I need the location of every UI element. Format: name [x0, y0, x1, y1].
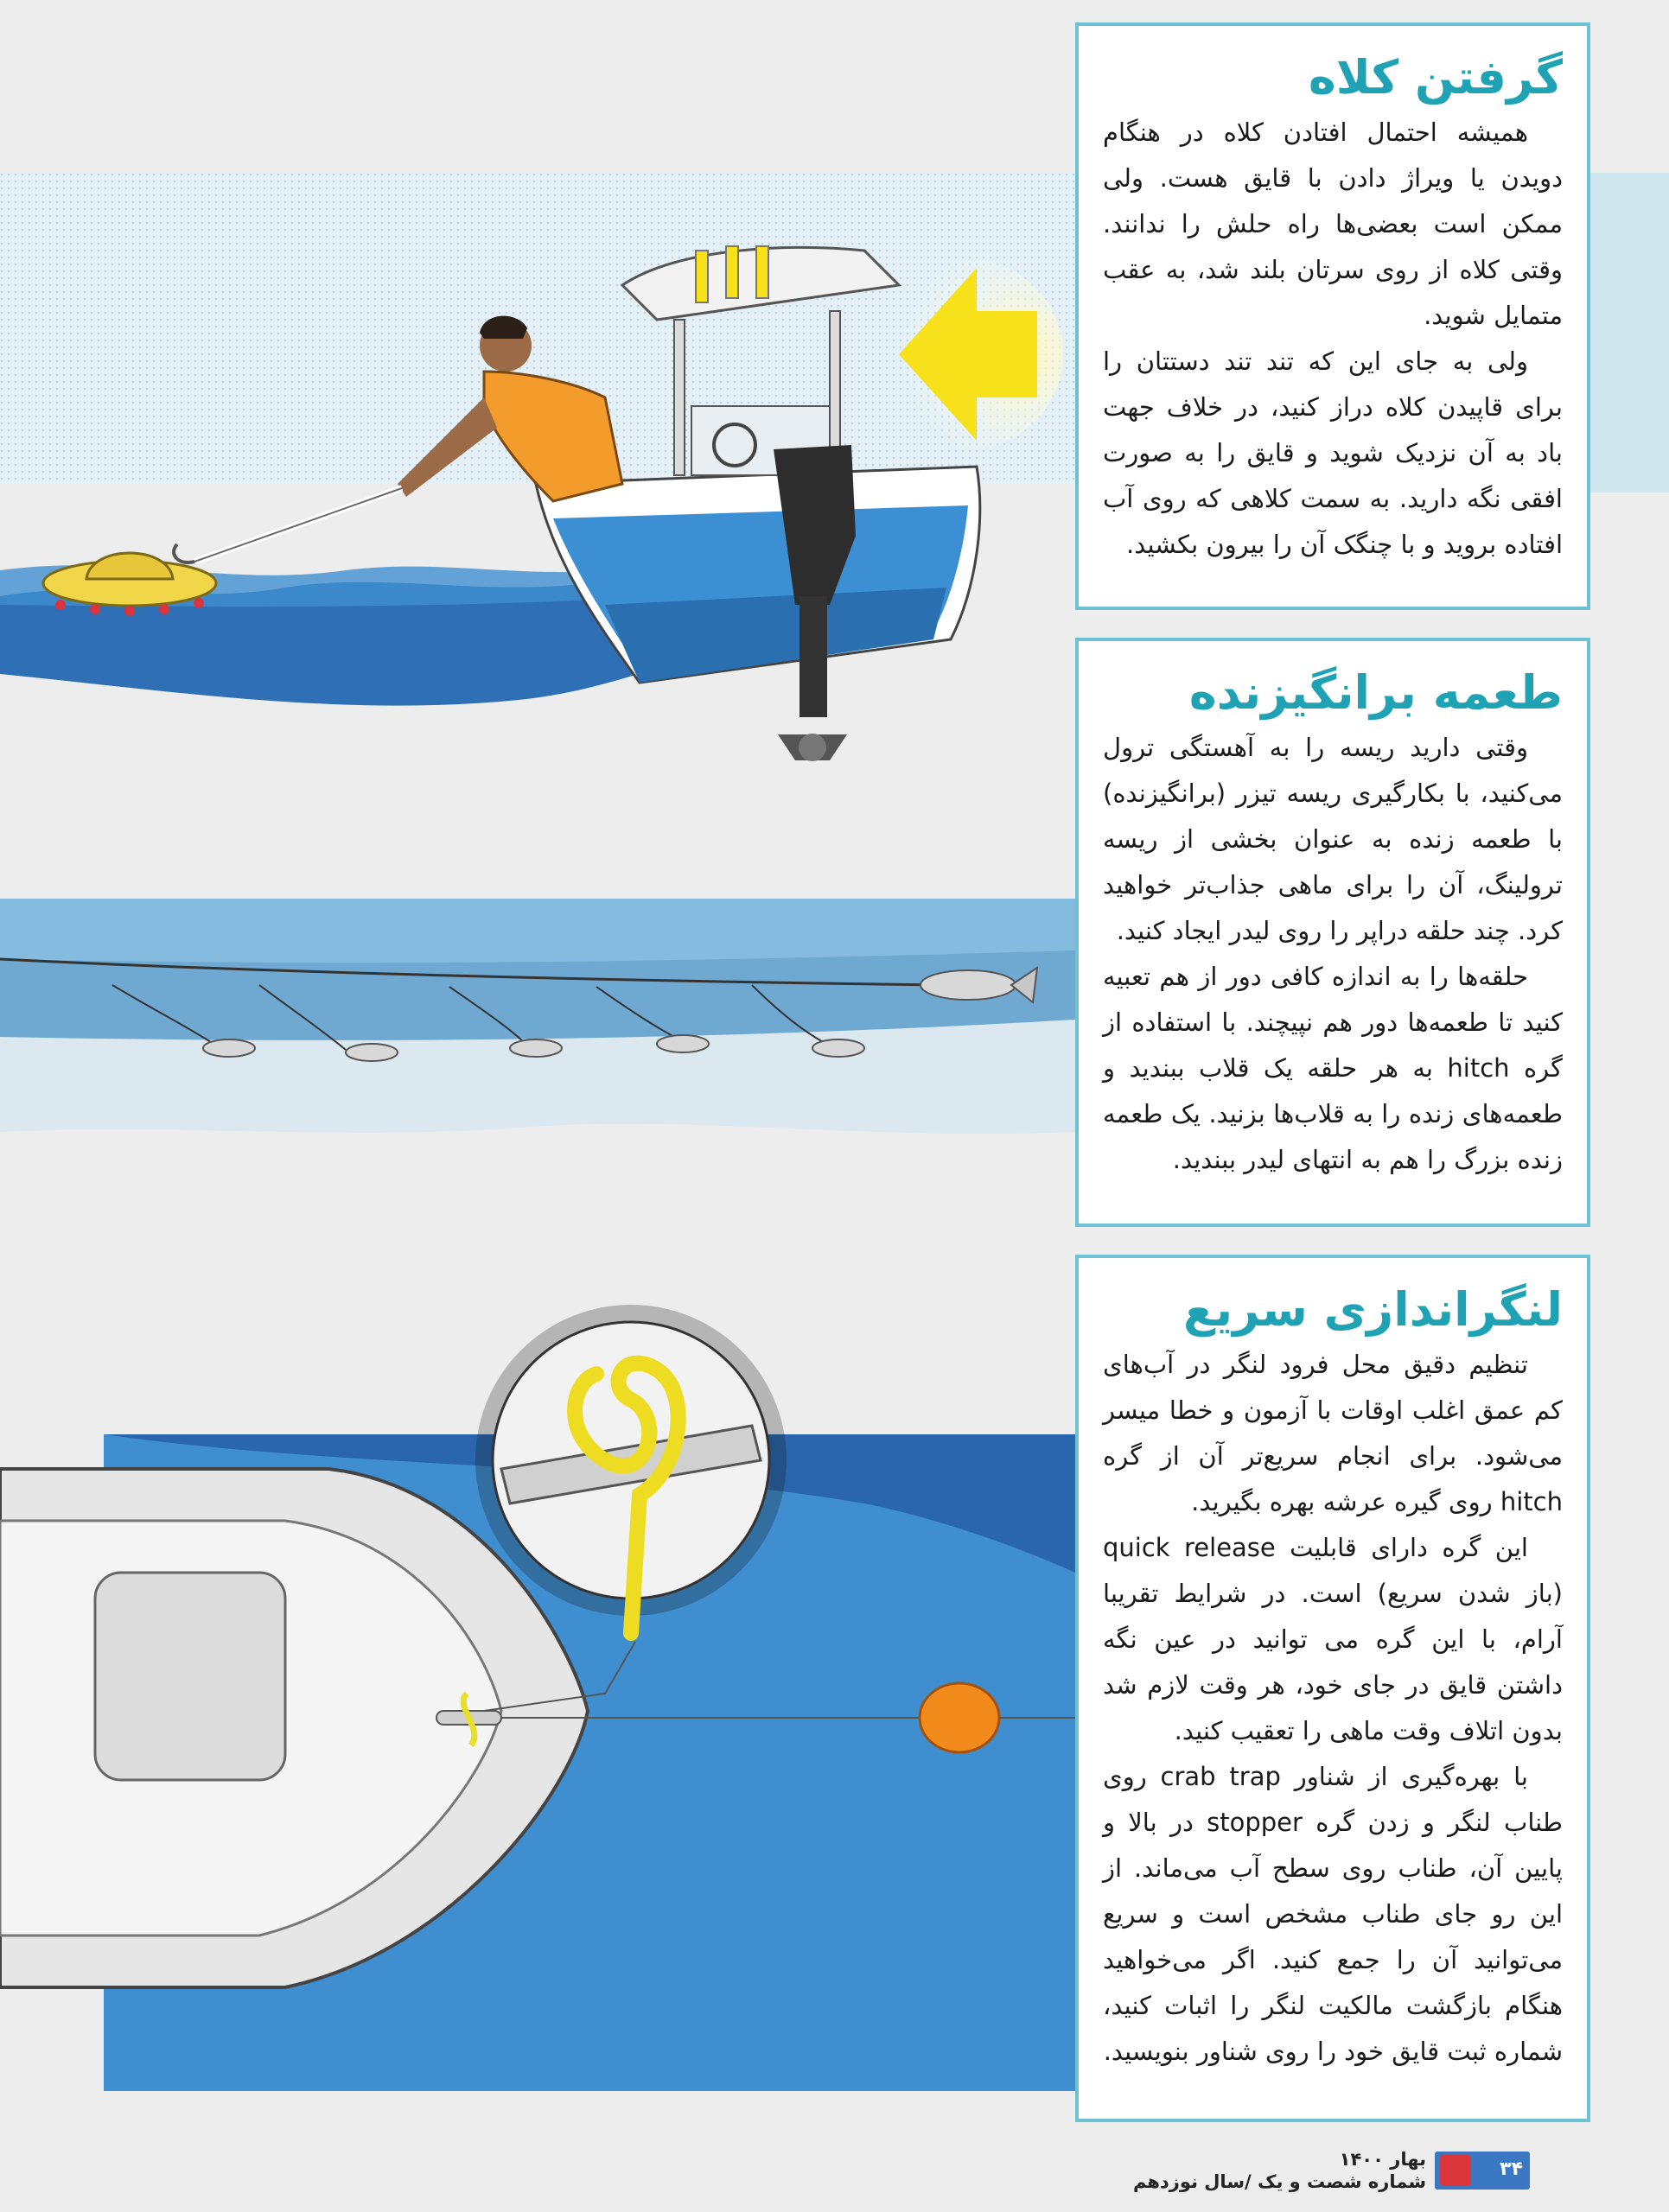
teaser-scene: [0, 899, 1075, 1134]
paragraph: وقتی دارید ریسه را به آهستگی ترول می‌کنید، با بکارگیری ریسه تیزر (برانگیزنده) با طعمه زنده به عنوان بخشی از ریسه ترولینگ، آن را برای ماهی جذاب‌تر خواهید کرد. چند حلقه دراپر را روی لیدر ایجاد کنید.: [1103, 733, 1563, 946]
paragraph: این گره دارای قابلیت quick release (باز شدن سریع) است. در شرایط تقریبا آرام، با این گره می توانید در عین نگه داشتن قایق در جای خود، هر وقت لازم شد بدون اتلاف وقت ماهی را تعقیب کنید.: [1103, 1533, 1563, 1746]
paragraph: حلقه‌ها را به اندازه کافی دور از هم تعبیه کنید تا طعمه‌ها دور هم نپیچند. با استفاده از گره hitch به هر حلقه یک قلاب ببندید و طعمه‌های زنده را به قلاب‌ها بزنید. یک طعمه زنده بزرگ را هم به انتهای لیدر ببندید.: [1103, 962, 1563, 1175]
paragraph: همیشه احتمال افتادن کلاه در هنگام دویدن یا ویراژ دادن با قایق هست. ولی ممکن است بعضی‌ها راه حلش را ندانند. وقتی کلاه از روی سرتان بلند شد، به عقب متمایل شوید.: [1103, 118, 1563, 331]
anchor-scene: [0, 1305, 1075, 2091]
section-title: طعمه برانگیزنده: [1188, 665, 1563, 720]
section-title: لنگراندازی سریع: [1182, 1282, 1563, 1337]
magazine-logo-icon: [1440, 2155, 1471, 2186]
section-title: گرفتن کلاه: [1308, 50, 1563, 105]
issue-season: بهار ۱۴۰۰: [1339, 2149, 1426, 2170]
page-footer: [1098, 2148, 1530, 2200]
section-hat: [1075, 22, 1590, 610]
paragraph: ولی به جای این که تند تند دستتان را برای قاپیدن کلاه دراز کنید، در خلاف جهت باد به آن نزدیک شوید و قایق را به صورت افقی نگه دارید. به سمت کلاهی که روی آب افتاده بروید و با چنگک آن را بیرون بکشید.: [1103, 346, 1563, 560]
issue-number: شماره شصت و یک /سال نوزدهم: [1132, 2171, 1426, 2192]
section-teaser: [1075, 638, 1590, 1227]
page-badge: [1435, 2152, 1530, 2190]
paragraph: تنظیم دقیق محل فرود لنگر در آب‌های کم عمق اغلب اوقات با آزمون و خطا میسر می‌شود. برای انجام سریع‌تر آن از گره hitch روی گیره عرشه بهره بگیرید.: [1103, 1350, 1563, 1517]
page-number: ۳۴: [1500, 2158, 1523, 2180]
paragraph: با بهره‌گیری از شناور crab trap روی طناب لنگر و زدن گره stopper در بالا و پایین آن، طناب روی سطح آب می‌ماند. از این رو جای طناب مشخص است و سریع می‌توانید آن را جمع کنید. اگر می‌خواهید هنگام بازگشت مالکیت لنگر را اثبات کنید، شماره ثبت قایق خود را روی شناور بنویسید.: [1103, 1762, 1563, 2067]
section-anchoring: [1075, 1255, 1590, 2122]
